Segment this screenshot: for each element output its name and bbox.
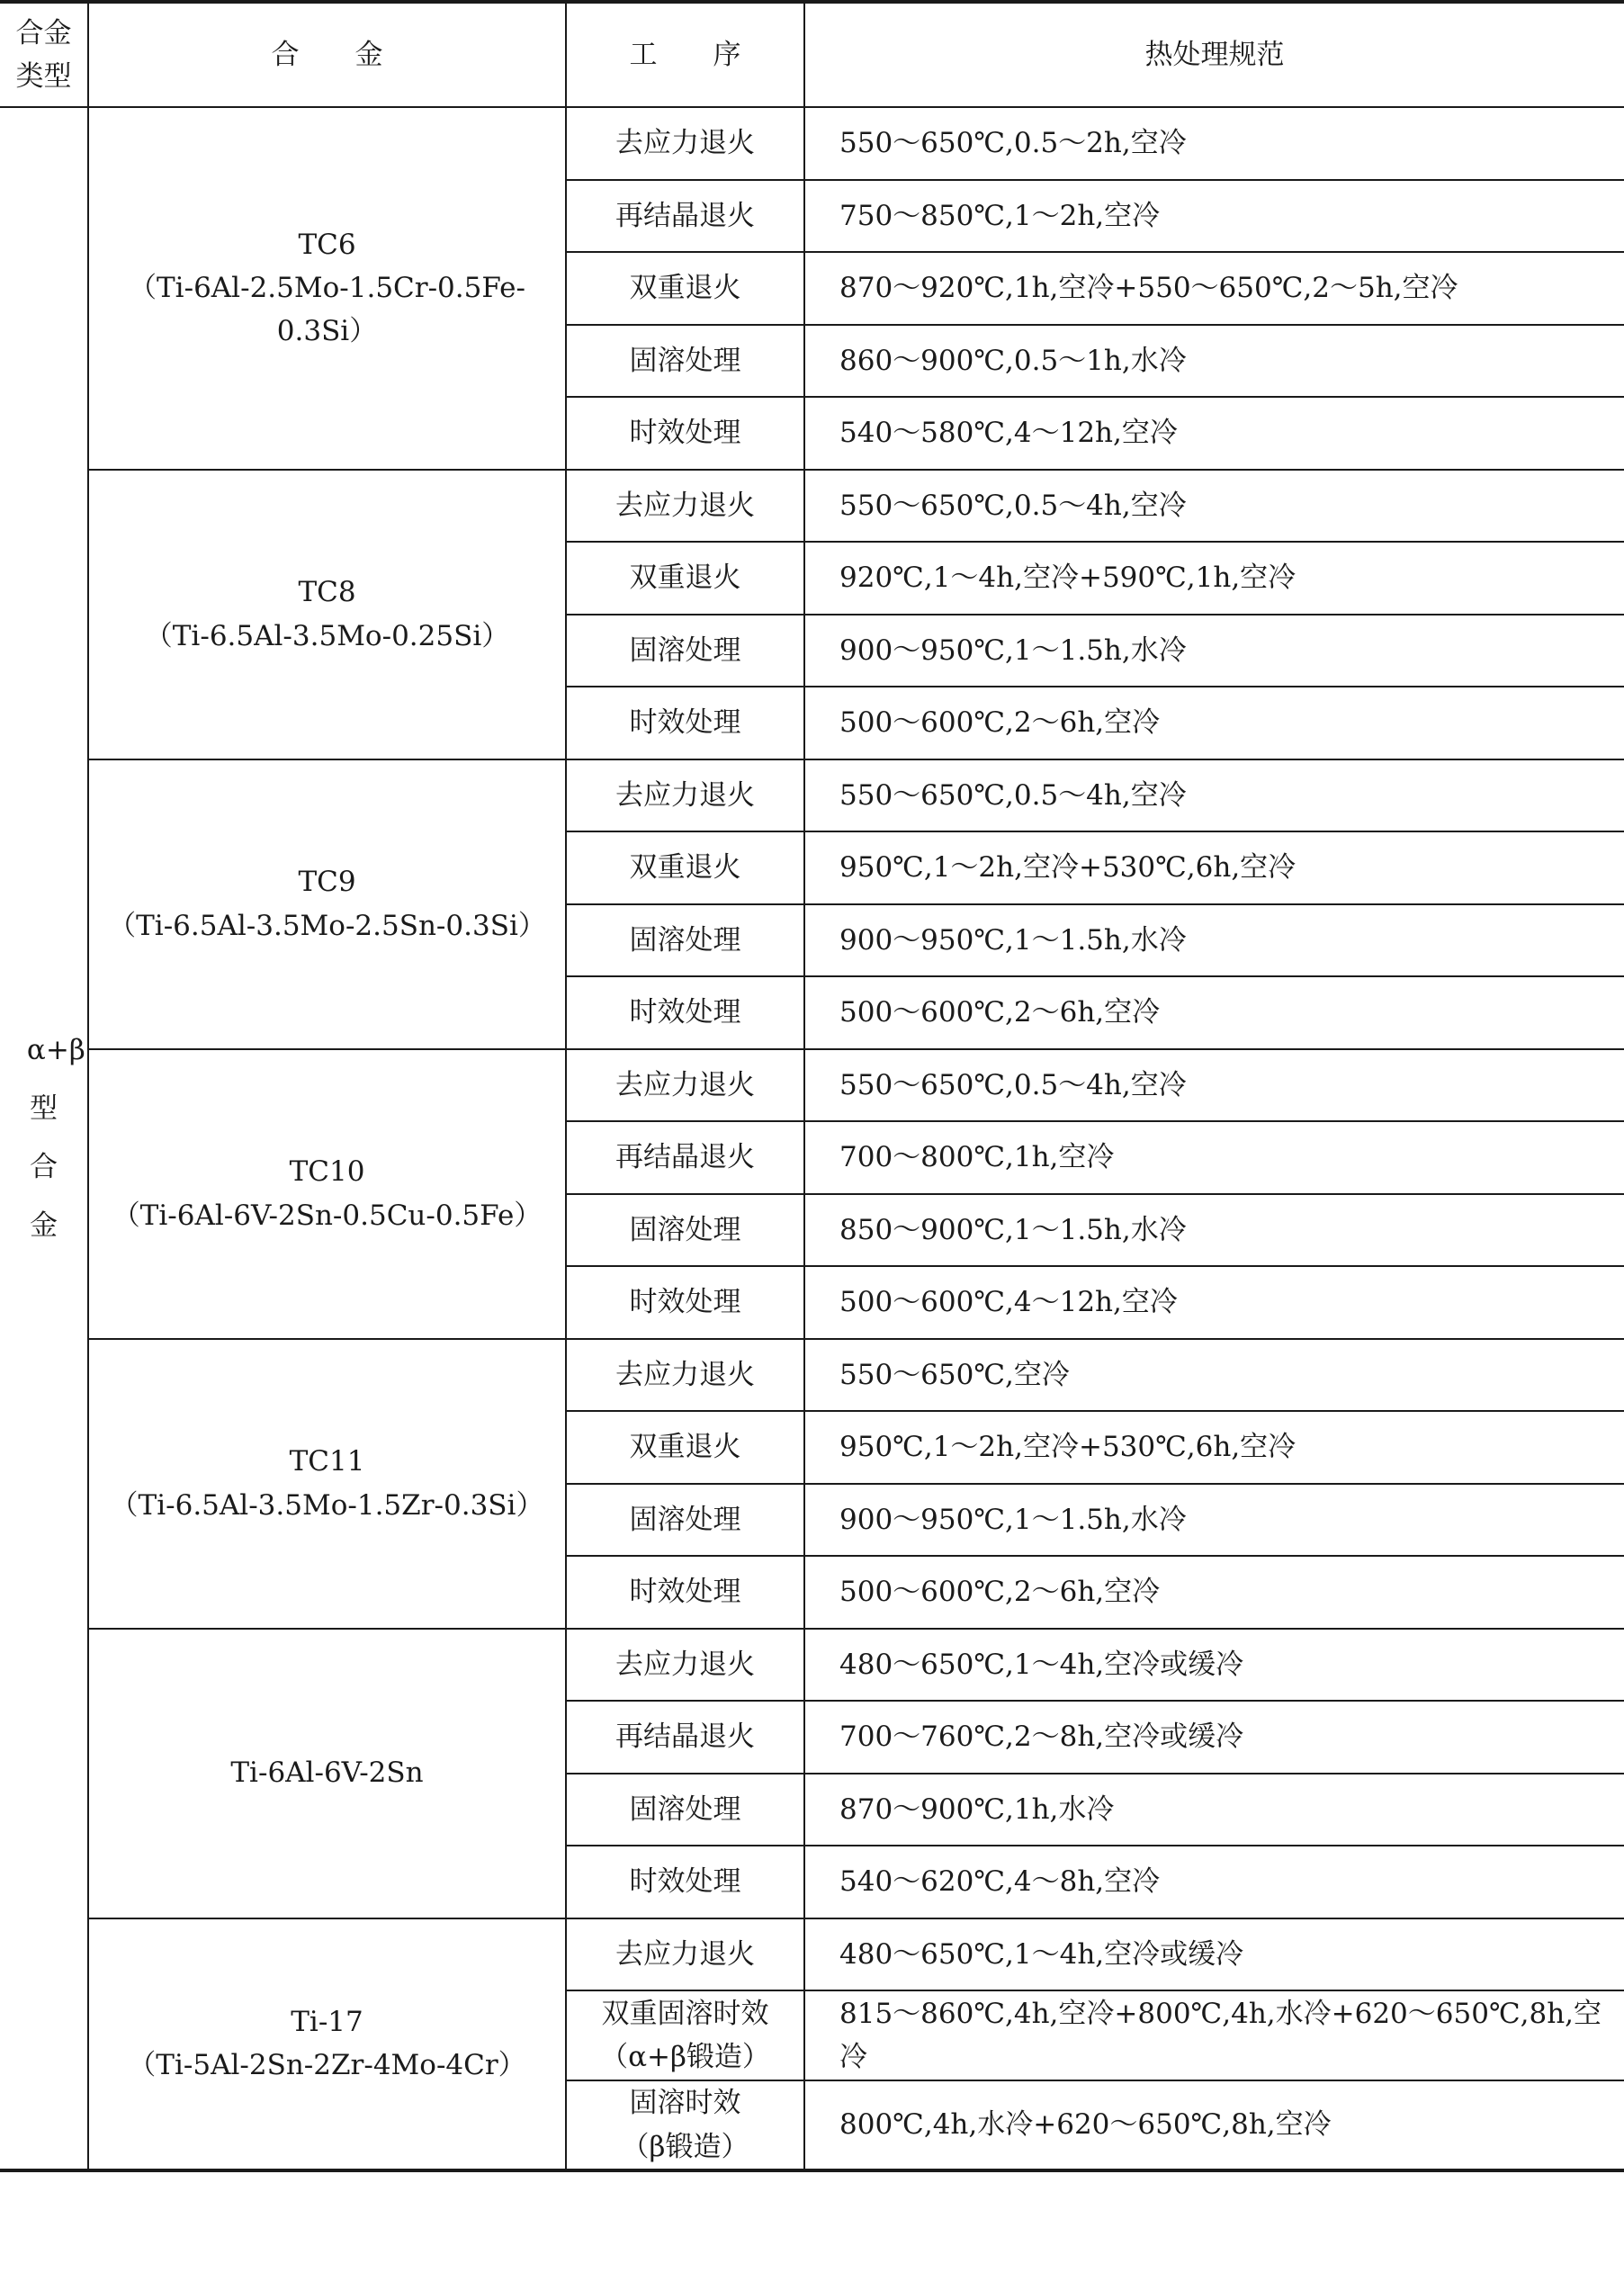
- process-label: 双重退火: [629, 272, 741, 305]
- process-cell: [566, 1049, 804, 1122]
- table-row: [0, 107, 1624, 180]
- process-cell: [566, 687, 804, 759]
- alloy-type-cell: [0, 107, 88, 2170]
- spec-cell: 870～920℃,1h,空冷+550～650℃,2～5h,空冷: [804, 252, 1624, 325]
- process-cell: [566, 1484, 804, 1557]
- spec-cell: 500～600℃,2～6h,空冷: [804, 1556, 1624, 1629]
- process-cell: [566, 1121, 804, 1194]
- header-alloy-type: 合金 类型: [0, 2, 88, 107]
- spec-cell: 700～760℃,2～8h,空冷或缓冷: [804, 1701, 1624, 1774]
- header-spec: 热处理规范: [804, 2, 1624, 107]
- process-label: 双重退火: [629, 1431, 741, 1464]
- spec-cell: 860～900℃,0.5～1h,水冷: [804, 325, 1624, 398]
- spec-cell: 950℃,1～2h,空冷+530℃,6h,空冷: [804, 1411, 1624, 1484]
- table-body: [0, 107, 1624, 2170]
- process-cell: [566, 397, 804, 470]
- process-cell: [566, 180, 804, 253]
- alloy-cell: [88, 1049, 566, 1339]
- spec-cell: 900～950℃,1～1.5h,水冷: [804, 615, 1624, 687]
- table-row: [0, 759, 1624, 832]
- process-label: 去应力退火: [615, 1648, 755, 1681]
- alloy-grade: TC11: [289, 1445, 365, 1478]
- spec-cell: 920℃,1～4h,空冷+590℃,1h,空冷: [804, 542, 1624, 615]
- process-label: 去应力退火: [615, 127, 755, 160]
- alloy-grade: TC9: [298, 866, 356, 899]
- process-cell: [566, 470, 804, 543]
- header-row: [0, 2, 1624, 107]
- alloy-composition: （Ti-6.5Al-3.5Mo-1.5Zr-0.3Si）: [110, 1488, 544, 1522]
- spec-cell: 550～650℃,空冷: [804, 1339, 1624, 1412]
- process-cell: [566, 1266, 804, 1339]
- table-row: [0, 1918, 1624, 1991]
- table-row: [0, 1339, 1624, 1412]
- process-cell: [566, 542, 804, 615]
- process-label: 固溶处理: [629, 344, 741, 377]
- process-label: 双重退火: [629, 851, 741, 885]
- spec-cell: 480～650℃,1～4h,空冷或缓冷: [804, 1918, 1624, 1991]
- alloy-type-label: α+β型合金: [26, 1033, 85, 1243]
- table-row: [0, 1629, 1624, 1702]
- spec-cell: 500～600℃,2～6h,空冷: [804, 976, 1624, 1049]
- alloy-grade: Ti-6Al-6V-2Sn: [230, 1756, 424, 1790]
- process-cell: [566, 759, 804, 832]
- spec-cell: 480～650℃,1～4h,空冷或缓冷: [804, 1629, 1624, 1702]
- process-label: 固溶处理: [629, 633, 741, 667]
- process-label: 时效处理: [629, 706, 741, 740]
- spec-cell: 550～650℃,0.5～4h,空冷: [804, 1049, 1624, 1122]
- header-process: 工 序: [566, 2, 804, 107]
- alloy-composition: （Ti-6.5Al-3.5Mo-0.25Si）: [144, 619, 510, 652]
- process-label: 去应力退火: [615, 489, 755, 522]
- spec-cell: 540～580℃,4～12h,空冷: [804, 397, 1624, 470]
- process-cell: [566, 615, 804, 687]
- alloy-composition: （Ti-5Al-2Sn-2Zr-4Mo-4Cr）: [128, 2049, 526, 2082]
- spec-cell: 900～950℃,1～1.5h,水冷: [804, 1484, 1624, 1557]
- process-cell: [566, 1846, 804, 1918]
- process-label: 去应力退火: [615, 1068, 755, 1101]
- process-cell: [566, 107, 804, 180]
- spec-cell: 950℃,1～2h,空冷+530℃,6h,空冷: [804, 831, 1624, 904]
- process-cell: [566, 1774, 804, 1846]
- process-label: 时效处理: [629, 996, 741, 1029]
- spec-cell: 850～900℃,1～1.5h,水冷: [804, 1194, 1624, 1267]
- process-cell: [566, 904, 804, 977]
- alloy-composition: （Ti-6Al-6V-2Sn-0.5Cu-0.5Fe）: [112, 1199, 543, 1232]
- process-label: 去应力退火: [615, 1358, 755, 1391]
- alloy-cell: [88, 107, 566, 470]
- spec-cell: 550～650℃,0.5～2h,空冷: [804, 107, 1624, 180]
- alloy-composition: （Ti-6.5Al-3.5Mo-2.5Sn-0.3Si）: [108, 909, 546, 942]
- process-label: 时效处理: [629, 1865, 741, 1899]
- alloy-cell: [88, 470, 566, 759]
- process-label: 固溶处理: [629, 923, 741, 957]
- spec-cell: 815～860℃,4h,空冷+800℃,4h,水冷+620～650℃,8h,空冷: [804, 1990, 1624, 2080]
- process-cell: [566, 976, 804, 1049]
- spec-cell: 540～620℃,4～8h,空冷: [804, 1846, 1624, 1918]
- process-label: 固溶时效 （β锻造）: [621, 2087, 749, 2163]
- process-label: 固溶处理: [629, 1792, 741, 1826]
- spec-cell: 500～600℃,2～6h,空冷: [804, 687, 1624, 759]
- spec-cell: 500～600℃,4～12h,空冷: [804, 1266, 1624, 1339]
- process-cell: [566, 831, 804, 904]
- process-label: 时效处理: [629, 1576, 741, 1609]
- process-label: 再结晶退火: [615, 1720, 755, 1754]
- alloy-grade: TC8: [298, 576, 356, 609]
- process-cell: [566, 1339, 804, 1412]
- process-cell: [566, 1918, 804, 1991]
- process-label: 时效处理: [629, 1286, 741, 1319]
- process-label: 去应力退火: [615, 778, 755, 812]
- process-label: 去应力退火: [615, 1937, 755, 1971]
- alloy-cell: [88, 1918, 566, 2171]
- process-label: 再结晶退火: [615, 199, 755, 232]
- process-cell: [566, 1411, 804, 1484]
- process-cell: [566, 1629, 804, 1702]
- spec-cell: 800℃,4h,水冷+620～650℃,8h,空冷: [804, 2080, 1624, 2170]
- header-alloy: 合 金: [88, 2, 566, 107]
- table-row: [0, 470, 1624, 543]
- table-row: [0, 1049, 1624, 1122]
- alloy-cell: [88, 759, 566, 1049]
- spec-cell: 750～850℃,1～2h,空冷: [804, 180, 1624, 253]
- alloy-composition: （Ti-6Al-2.5Mo-1.5Cr-0.5Fe-0.3Si）: [129, 272, 525, 348]
- process-cell: [566, 1701, 804, 1774]
- process-cell: [566, 1556, 804, 1629]
- process-cell: [566, 2080, 804, 2170]
- alloy-cell: [88, 1629, 566, 1918]
- spec-cell: 900～950℃,1～1.5h,水冷: [804, 904, 1624, 977]
- process-label: 双重退火: [629, 562, 741, 595]
- process-cell: [566, 325, 804, 398]
- process-label: 时效处理: [629, 417, 741, 450]
- process-label: 再结晶退火: [615, 1141, 755, 1174]
- spec-cell: 550～650℃,0.5～4h,空冷: [804, 470, 1624, 543]
- alloy-grade: TC10: [289, 1155, 365, 1189]
- alloy-grade: Ti-17: [291, 2006, 363, 2039]
- process-cell: [566, 252, 804, 325]
- spec-cell: 870～900℃,1h,水冷: [804, 1774, 1624, 1846]
- alloy-grade: TC6: [298, 229, 356, 262]
- process-cell: [566, 1990, 804, 2080]
- process-label: 双重固溶时效 （α+β锻造）: [600, 1997, 770, 2073]
- process-label: 固溶处理: [629, 1503, 741, 1536]
- spec-cell: 700～800℃,1h,空冷: [804, 1121, 1624, 1194]
- process-label: 固溶处理: [629, 1213, 741, 1246]
- spec-cell: 550～650℃,0.5～4h,空冷: [804, 759, 1624, 832]
- process-cell: [566, 1194, 804, 1267]
- alloy-cell: [88, 1339, 566, 1629]
